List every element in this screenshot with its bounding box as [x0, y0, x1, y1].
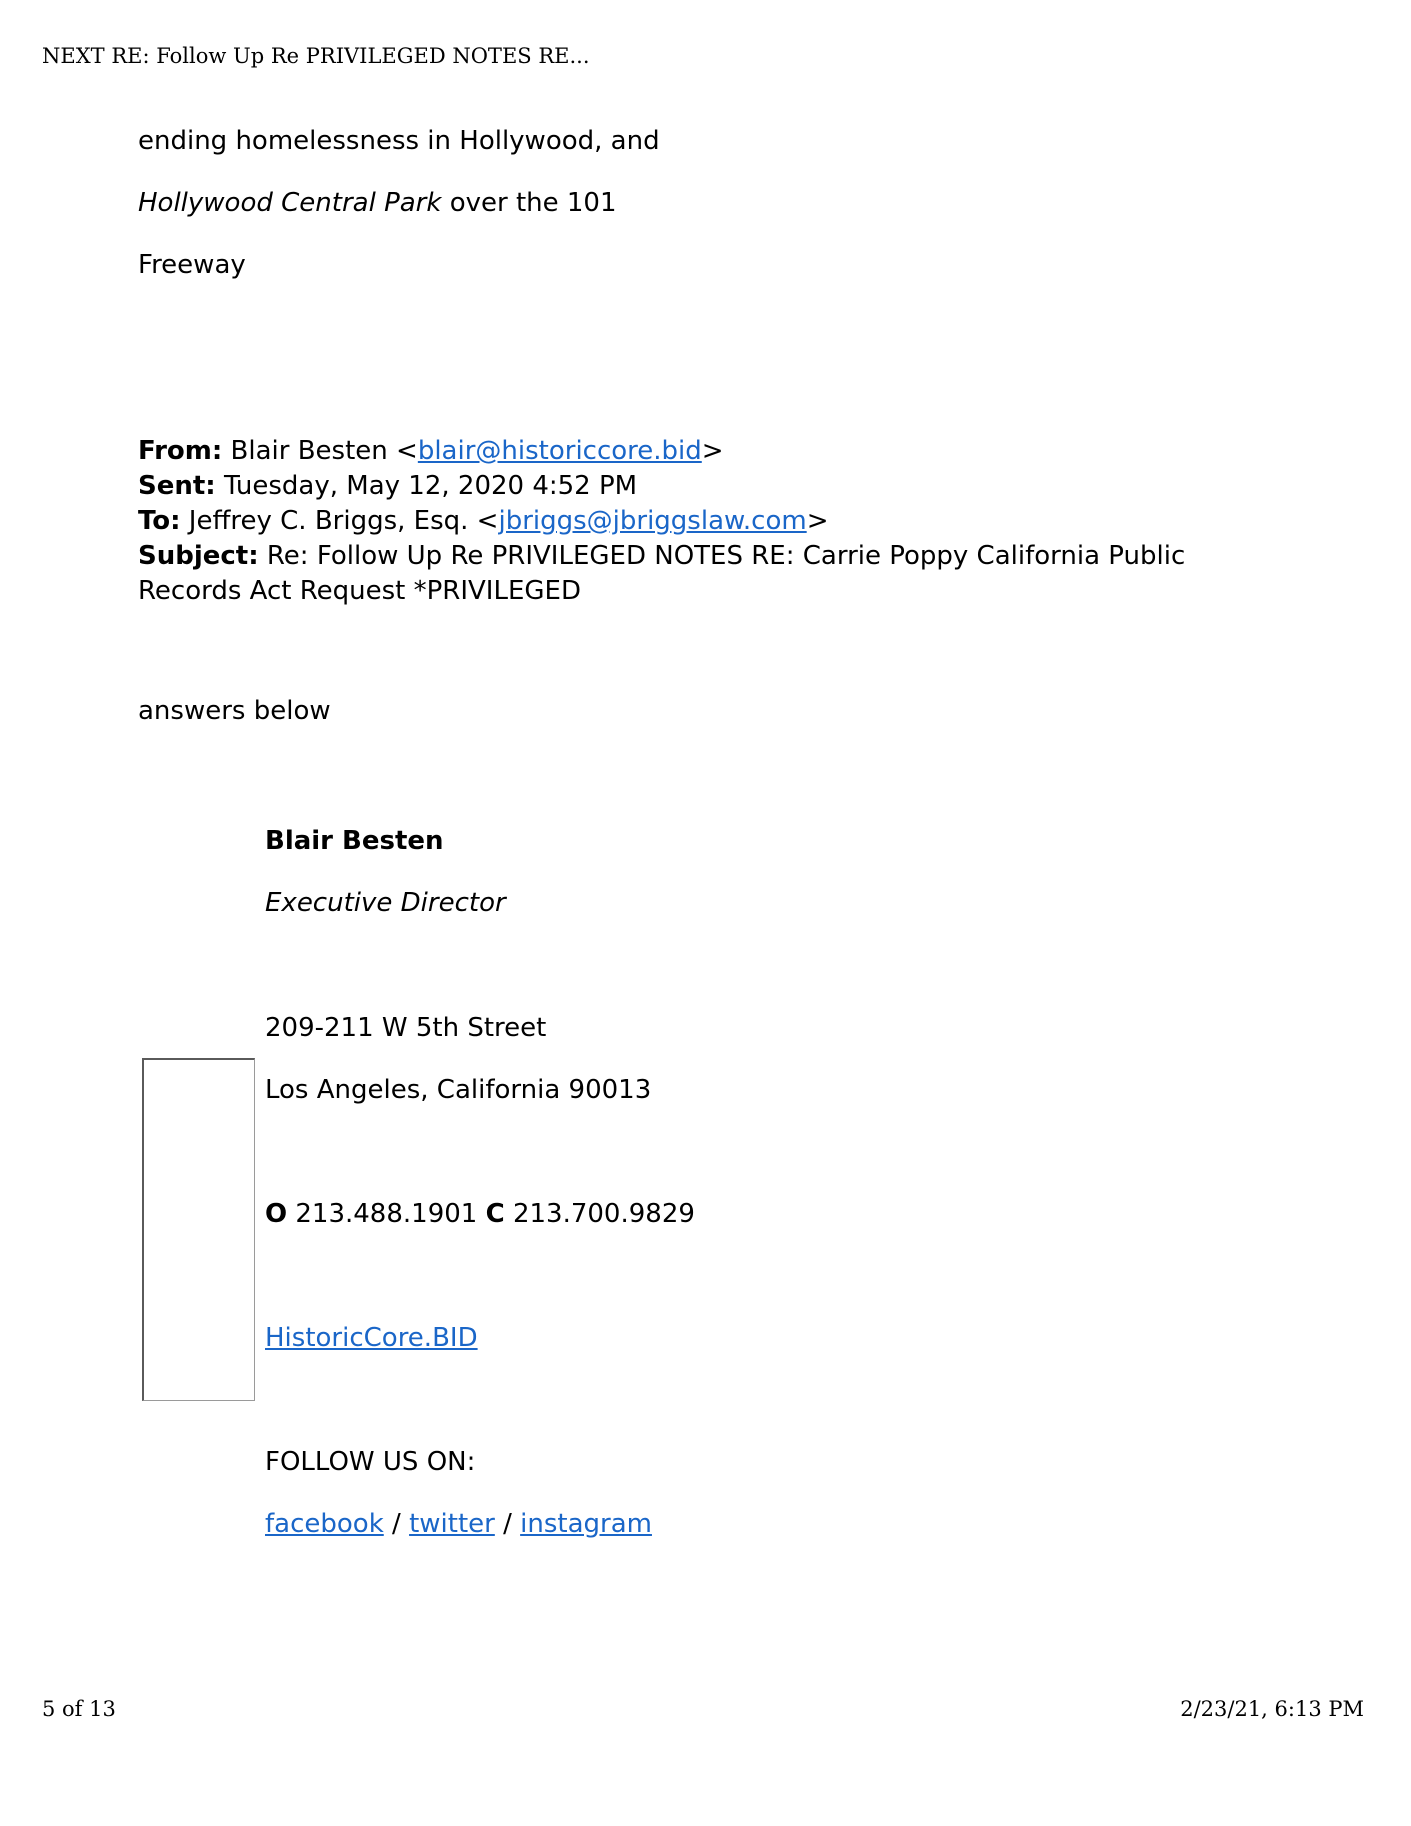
address-line-2: Los Angeles, California 90013 — [265, 1075, 652, 1105]
subject-label: Subject: — [138, 541, 259, 571]
intro-line-1: ending homelessness in Hollywood, and — [138, 126, 660, 156]
from-row — [138, 434, 1288, 469]
from-close: > — [701, 436, 724, 466]
print-datetime: 2/23/21, 6:13 PM — [1180, 1697, 1364, 1721]
follow-us-label: FOLLOW US ON: — [265, 1447, 476, 1477]
from-name: Blair Besten < — [222, 436, 418, 466]
subject-line-2: Records Act Request *PRIVILEGED — [138, 576, 581, 606]
phone-line — [265, 1199, 695, 1230]
office-phone: 213.488.1901 — [287, 1199, 486, 1229]
website-line — [265, 1323, 478, 1354]
intro-line-3: Freeway — [138, 250, 246, 280]
intro-line-2-rest: over the 101 — [441, 188, 617, 218]
subject-row — [138, 539, 1288, 574]
sent-row — [138, 469, 1288, 504]
social-links — [265, 1509, 652, 1540]
office-label: O — [265, 1199, 288, 1229]
website-link[interactable]: HistoricCore.BID — [265, 1323, 478, 1353]
subject-line-1: Re: Follow Up Re PRIVILEGED NOTES RE: Carrie Poppy California Public — [258, 541, 1186, 571]
social-separator: / — [383, 1509, 410, 1539]
cell-label: C — [485, 1199, 505, 1229]
hollywood-central-park-text: Hollywood Central Park — [138, 188, 442, 218]
sent-value: Tuesday, May 12, 2020 4:52 PM — [215, 471, 638, 501]
signature-name: Blair Besten — [265, 826, 444, 856]
message-body: answers below — [138, 696, 331, 726]
email-headers — [138, 434, 1288, 609]
intro-line-2 — [138, 188, 617, 219]
page-number: 5 of 13 — [42, 1697, 116, 1721]
to-close: > — [806, 506, 829, 536]
to-email-link[interactable]: jbriggs@jbriggslaw.com — [498, 506, 807, 536]
social-separator: / — [494, 1509, 521, 1539]
subject-row-continued — [138, 574, 1288, 609]
to-name: Jeffrey C. Briggs, Esq. < — [180, 506, 499, 536]
signature-title: Executive Director — [265, 888, 506, 918]
address-line-1: 209-211 W 5th Street — [265, 1013, 547, 1043]
from-email-link[interactable]: blair@historiccore.bid — [417, 436, 702, 466]
to-row — [138, 504, 1288, 539]
facebook-link[interactable]: facebook — [265, 1509, 384, 1539]
twitter-link[interactable]: twitter — [409, 1509, 495, 1539]
sent-label: Sent: — [138, 471, 216, 501]
cell-phone: 213.700.9829 — [504, 1199, 695, 1229]
to-label: To: — [138, 506, 181, 536]
signature-logo-image — [142, 1058, 255, 1401]
from-label: From: — [138, 436, 223, 466]
instagram-link[interactable]: instagram — [520, 1509, 652, 1539]
page-header-title: NEXT RE: Follow Up Re PRIVILEGED NOTES RE... — [42, 44, 590, 68]
